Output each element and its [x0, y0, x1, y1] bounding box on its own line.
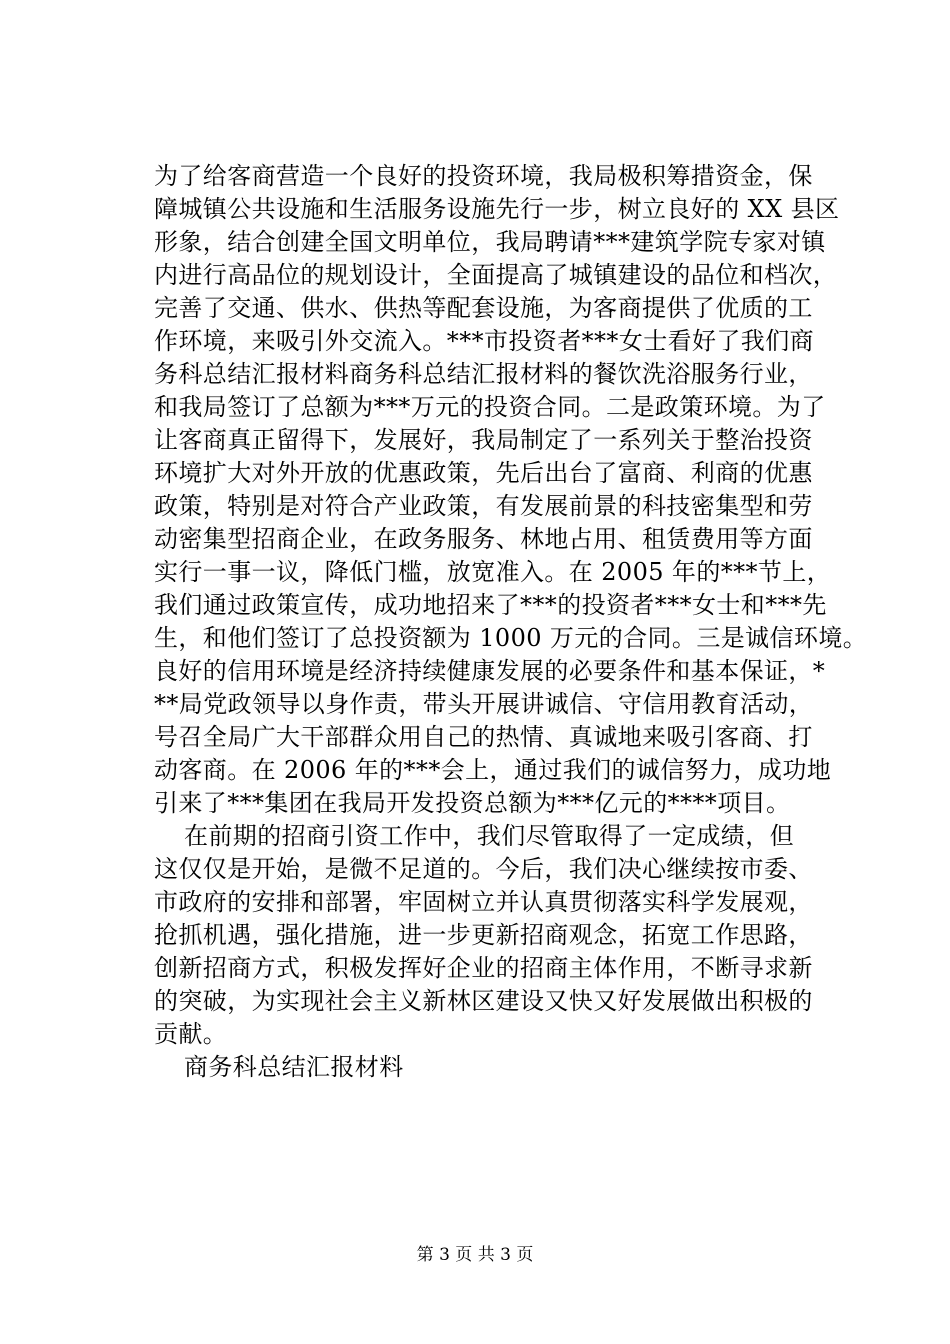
text-line: 良好的信用环境是经济持续健康发展的必要条件和基本保证，* [154, 657, 826, 685]
text-line: 抢抓机遇，强化措施，进一步更新招商观念，拓宽工作思路， [154, 921, 813, 949]
text-line: 生，和他们签订了总投资额为 1000 万元的合同。三是诚信环境。 [154, 624, 868, 652]
text-line: 号召全局广大干部群众用自己的热情、真诚地来吸引客商、打 [154, 723, 813, 751]
text-line: 为了给客商营造一个良好的投资环境，我局极积筹措资金，保 [154, 162, 813, 190]
text-line: 实行一事一议，降低门槛，放宽准入。在 2005 年的***节上， [154, 558, 832, 586]
text-line: 动客商。在 2006 年的***会上，通过我们的诚信努力，成功地 [154, 756, 832, 784]
paragraph-start-line: 在前期的招商引资工作中，我们尽管取得了一定成绩，但 [184, 822, 794, 850]
text-line: 创新招商方式，积极发挥好企业的招商主体作用，不断寻求新 [154, 954, 813, 982]
text-line: 和我局签订了总额为***万元的投资合同。二是政策环境。为了 [154, 393, 826, 421]
text-line: 环境扩大对外开放的优惠政策，先后出台了富商、利商的优惠 [154, 459, 813, 487]
text-line: 让客商真正留得下，发展好，我局制定了一系列关于整治投资 [154, 426, 813, 454]
text-line: **局党政领导以身作责，带头开展讲诚信、守信用教育活动， [154, 690, 814, 718]
text-line: 作环境，来吸引外交流入。***市投资者***女士看好了我们商 [154, 327, 814, 355]
text-line: 形象，结合创建全国文明单位，我局聘请***建筑学院专家对镇 [154, 228, 826, 256]
text-line: 这仅仅是开始，是微不足道的。今后，我们决心继续按市委、 [154, 855, 813, 883]
closing-title-line: 商务科总结汇报材料 [184, 1053, 404, 1081]
text-line: 障城镇公共设施和生活服务设施先行一步，树立良好的 XX 县区 [154, 195, 840, 223]
text-line: 动密集型招商企业，在政务服务、林地占用、租赁费用等方面 [154, 525, 813, 553]
text-line: 政策，特别是对符合产业政策，有发展前景的科技密集型和劳 [154, 492, 813, 520]
text-line: 引来了***集团在我局开发投资总额为***亿元的****项目。 [154, 789, 791, 817]
text-line: 完善了交通、供水、供热等配套设施，为客商提供了优质的工 [154, 294, 813, 322]
text-line: 务科总结汇报材料商务科总结汇报材料的餐饮洗浴服务行业， [154, 360, 813, 388]
text-line: 我们通过政策宣传，成功地招来了***的投资者***女士和***先 [154, 591, 827, 619]
text-line: 市政府的安排和部署，牢固树立并认真贯彻落实科学发展观， [154, 888, 813, 916]
document-body [154, 160, 868, 1084]
text-line: 贡献。 [154, 1020, 228, 1048]
text-line: 内进行高品位的规划设计，全面提高了城镇建设的品位和档次， [154, 261, 838, 289]
page-number-footer: 第 3 页 共 3 页 [416, 1245, 534, 1265]
text-line: 的突破，为实现社会主义新林区建设又快又好发展做出积极的 [154, 987, 813, 1015]
